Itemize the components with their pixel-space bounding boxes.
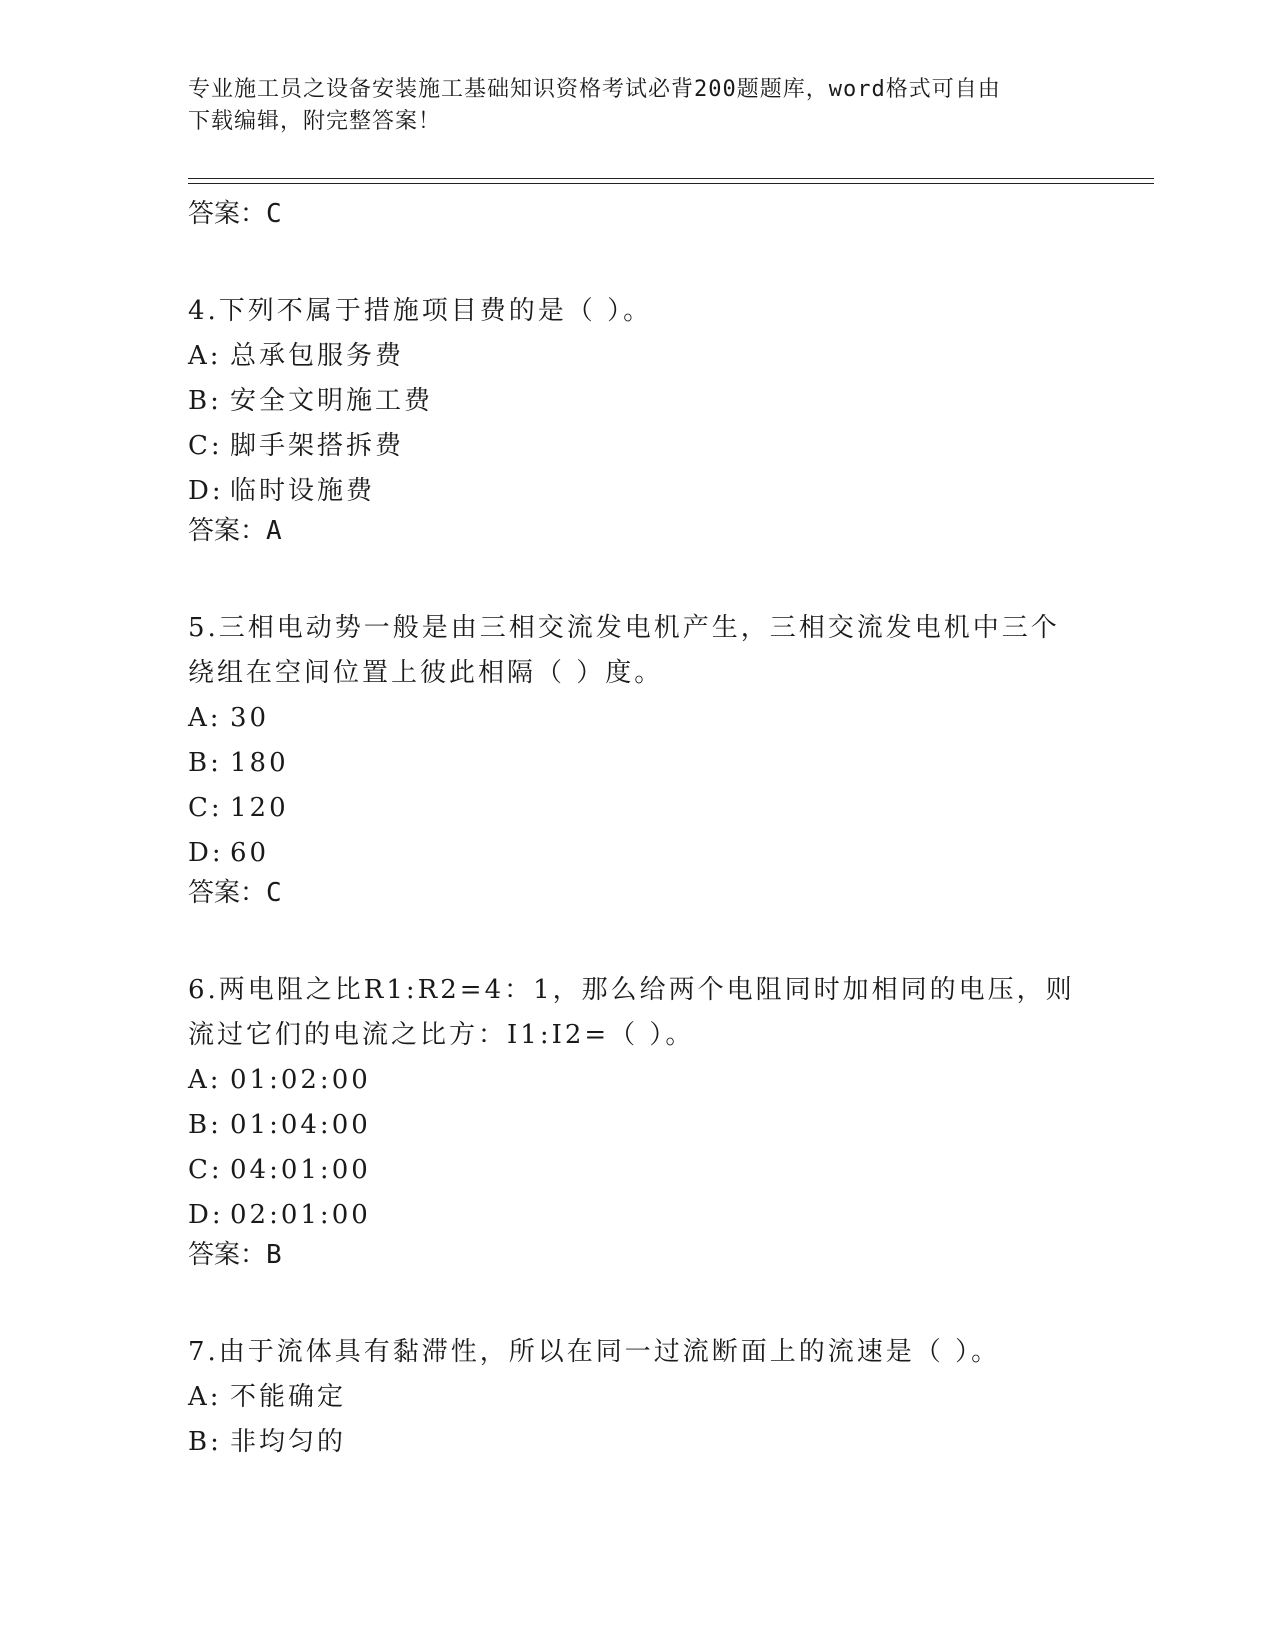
option-text: 临时设施费 — [230, 476, 376, 506]
option-b — [188, 379, 1088, 424]
option-c — [188, 786, 1088, 831]
option-text: 总承包服务费 — [230, 341, 405, 371]
option-a — [188, 696, 1088, 741]
answer-label: 答案： — [188, 516, 267, 546]
question-stem: 4.下列不属于措施项目费的是（ ）。 — [188, 296, 653, 326]
option-text: 不能确定 — [230, 1382, 347, 1412]
option-text: 04:01:00 — [230, 1155, 371, 1185]
option-key: C: — [188, 793, 223, 823]
option-key: C: — [188, 1155, 223, 1185]
option-key: A: — [188, 703, 222, 733]
option-key: B: — [188, 1110, 222, 1140]
question-stem: 5.三相电动势一般是由三相交流发电机产生，三相交流发电机中三个绕组在空间位置上彼此相隔（ ）度。 — [188, 613, 1060, 688]
answer-value: B — [266, 1240, 282, 1270]
option-key: A: — [188, 1065, 222, 1095]
header-divider-bottom — [188, 183, 1154, 184]
question-stem: 7.由于流体具有黏滞性，所以在同一过流断面上的流速是（ ）。 — [188, 1337, 1001, 1367]
answer-value: C — [266, 199, 282, 229]
question-answer — [188, 514, 1088, 548]
option-text: 120 — [230, 793, 289, 823]
option-key: D: — [188, 838, 224, 868]
option-a — [188, 334, 1088, 379]
option-text: 脚手架搭拆费 — [230, 431, 405, 461]
option-key: B: — [188, 386, 222, 416]
option-d — [188, 469, 1088, 514]
option-text: 01:04:00 — [230, 1110, 371, 1140]
option-key: C: — [188, 431, 223, 461]
option-key: A: — [188, 341, 222, 371]
option-text: 02:01:00 — [230, 1200, 371, 1230]
option-d — [188, 1193, 1088, 1238]
question-answer — [188, 876, 1088, 910]
question-list — [188, 193, 1088, 1465]
question-7 — [188, 1330, 1088, 1465]
option-key: B: — [188, 1427, 222, 1457]
option-c — [188, 424, 1088, 469]
answer-label: 答案： — [188, 1240, 267, 1270]
option-b — [188, 741, 1088, 786]
option-a — [188, 1058, 1088, 1103]
option-text: 60 — [230, 838, 270, 868]
document-header — [188, 74, 1068, 138]
option-text: 安全文明施工费 — [230, 386, 434, 416]
header-title-line-2: 下载编辑，附完整答案！ — [188, 109, 442, 134]
question-5 — [188, 606, 1088, 910]
option-text: 180 — [230, 748, 289, 778]
answer-value: A — [266, 516, 282, 546]
option-key: D: — [188, 1200, 224, 1230]
option-key: D: — [188, 476, 224, 506]
question-4 — [188, 289, 1088, 548]
option-text: 01:02:00 — [230, 1065, 371, 1095]
header-divider-top — [188, 178, 1154, 179]
option-text: 30 — [230, 703, 270, 733]
header-title-line-1: 专业施工员之设备安装施工基础知识资格考试必背200题题库，word格式可自由 — [188, 77, 1001, 102]
question-answer — [188, 1238, 1088, 1272]
option-text: 非均匀的 — [230, 1427, 347, 1457]
option-d — [188, 831, 1088, 876]
answer-label: 答案： — [188, 878, 267, 908]
option-a — [188, 1375, 1088, 1420]
option-key: B: — [188, 748, 222, 778]
option-key: A: — [188, 1382, 222, 1412]
question-6 — [188, 968, 1088, 1272]
option-b — [188, 1103, 1088, 1148]
answer-value: C — [266, 878, 282, 908]
question-stem: 6.两电阻之比R1:R2=4：1，那么给两个电阻同时加相同的电压，则流过它们的电流之比方：I1:I2=（ ）。 — [188, 975, 1075, 1050]
answer-label: 答案： — [188, 199, 267, 229]
option-c — [188, 1148, 1088, 1193]
previous-answer — [188, 197, 1088, 231]
option-b — [188, 1420, 1088, 1465]
